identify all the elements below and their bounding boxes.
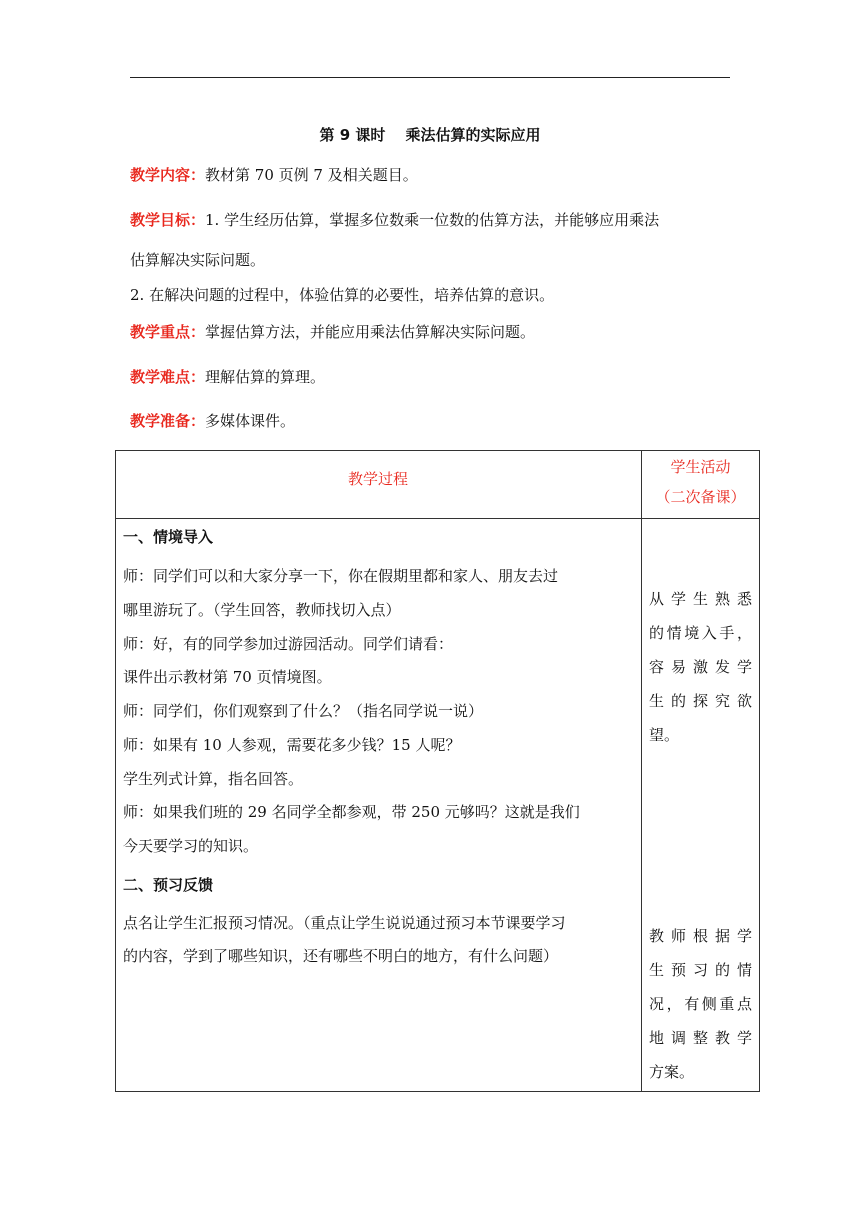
section1-line: 师：同学们，你们观察到了什么？（指名同学说一说）	[123, 702, 484, 720]
teaching-goal-label: 教学目标：	[130, 211, 206, 229]
note2-line: 地调整教学	[649, 1029, 752, 1047]
header-student-activity-line2: （二次备课）	[655, 488, 746, 506]
teaching-key-label: 教学重点：	[130, 323, 206, 341]
header-student-activity	[641, 452, 760, 512]
teaching-content-text: 教材第 70 页例 7 及相关题目。	[205, 166, 418, 184]
section2-line: 点名让学生汇报预习情况。（重点让学生说说通过预习本节课要学习	[123, 914, 566, 932]
teaching-preparation-label: 教学准备：	[130, 412, 206, 430]
section1-line: 师：好，有的同学参加过游园活动。同学们请看：	[123, 635, 454, 653]
note1-line: 望。	[649, 726, 680, 744]
section1-line: 师：如果我们班的 29 名同学全都参观，带 250 元够吗？这就是我们	[123, 803, 580, 821]
header-rule	[130, 77, 730, 78]
note2-line: 方案。	[649, 1063, 695, 1081]
section1-line: 师：同学们可以和大家分享一下，你在假期里都和家人、朋友去过	[123, 567, 559, 585]
note1-line: 生的探究欲	[649, 692, 752, 710]
teaching-goal-line2: 估算解决实际问题。	[130, 251, 266, 269]
header-teaching-process: 教学过程	[347, 470, 408, 488]
student-activity-note-1	[649, 582, 752, 752]
note2-line: 教师根据学	[649, 927, 752, 945]
note1-line: 容易激发学	[649, 658, 752, 676]
teaching-goal-line1: 1. 学生经历估算，掌握多位数乘一位数的估算方法，并能够应用乘法	[205, 211, 660, 229]
section2-line: 的内容，学到了哪些知识，还有哪些不明白的地方，有什么问题）	[123, 947, 559, 965]
section-preview-feedback: 二、预习反馈	[123, 876, 214, 894]
teaching-preparation	[130, 411, 295, 431]
teaching-key-point	[130, 322, 535, 342]
lesson-number: 第 9 课时	[319, 126, 386, 144]
section1-line: 学生列式计算，指名回答。	[123, 770, 304, 788]
note2-line: 况，有侧重点	[649, 995, 752, 1013]
student-activity-note-2	[649, 919, 752, 1089]
section1-line: 今天要学习的知识。	[123, 837, 259, 855]
lesson-topic: 乘法估算的实际应用	[405, 126, 541, 144]
teaching-goal-line3: 2. 在解决问题的过程中，体验估算的必要性，培养估算的意识。	[130, 286, 555, 304]
teaching-content	[130, 165, 418, 185]
table-header-divider	[115, 518, 760, 519]
table-column-divider	[641, 450, 642, 1092]
section1-line: 哪里游玩了。（学生回答，教师找切入点）	[123, 601, 401, 619]
lesson-title	[0, 124, 860, 145]
section1-line: 课件出示教材第 70 页情境图。	[123, 668, 332, 686]
header-student-activity-line1: 学生活动	[670, 458, 731, 476]
teaching-content-label: 教学内容：	[130, 166, 206, 184]
teaching-difficulty-text: 理解估算的算理。	[205, 368, 326, 386]
note1-line: 从学生熟悉	[649, 590, 752, 608]
section-situation-intro: 一、情境导入	[123, 528, 214, 546]
teaching-difficulty-label: 教学难点：	[130, 368, 206, 386]
note2-line: 生预习的情	[649, 961, 752, 979]
teaching-difficulty	[130, 367, 325, 387]
teaching-goal	[130, 210, 659, 230]
section1-line: 师：如果有 10 人参观，需要花多少钱？15 人呢？	[123, 736, 461, 754]
teaching-key-text: 掌握估算方法，并能应用乘法估算解决实际问题。	[205, 323, 536, 341]
note1-line: 的情境入手，	[649, 624, 752, 642]
teaching-preparation-text: 多媒体课件。	[205, 412, 296, 430]
